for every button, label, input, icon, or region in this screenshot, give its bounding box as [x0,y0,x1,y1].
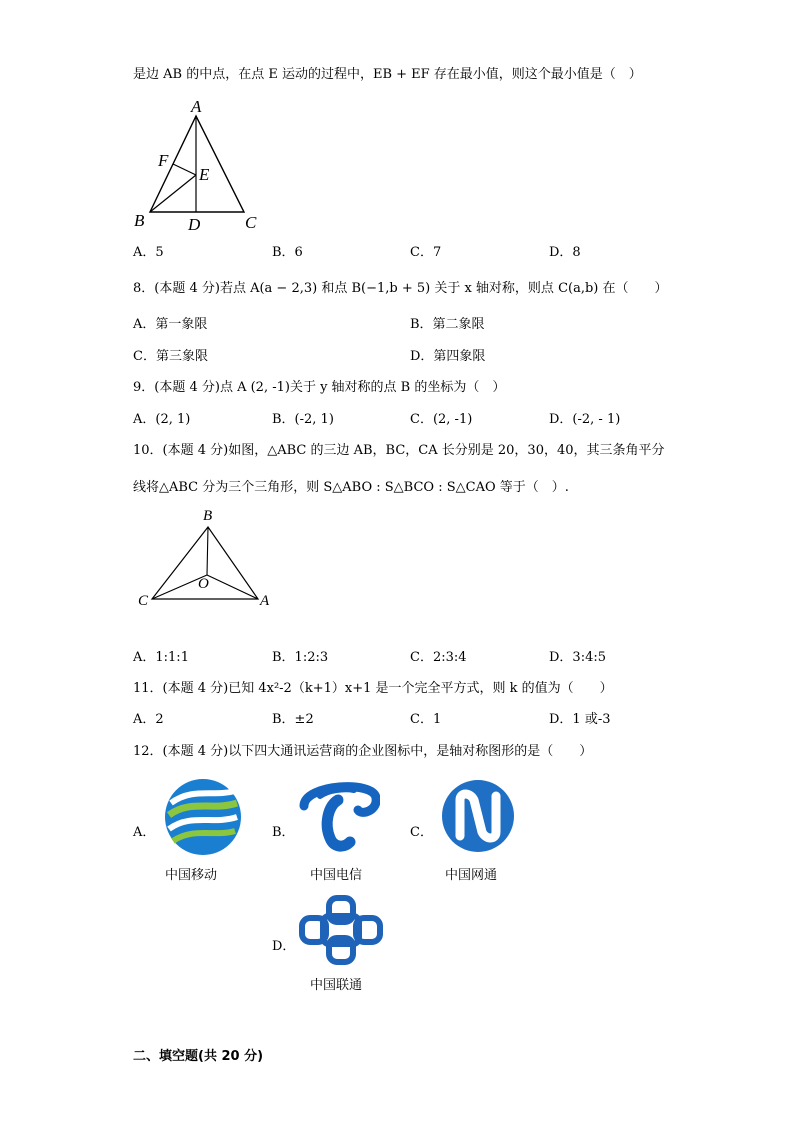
q12-option-c-letter[interactable]: C． [410,825,433,840]
q10-option-b[interactable]: B．1:2:3 [272,650,329,665]
q12-stem: 12．(本题 4 分)以下四大通讯运营商的企业图标中，是轴对称图形的是（ ） [133,744,593,759]
q12-caption-c: 中国网通 [445,868,498,883]
q9-option-b[interactable]: B．(-2, 1) [272,412,334,427]
q10-stem-line1: 10．(本题 4 分)如图，△ABC 的三边 AB，BC，CA 长分别是 20，30，40，其三条角平分 [133,443,665,458]
q8-stem: 8．(本题 4 分)若点 A(a − 2,3) 和点 B(−1,b + 5) 关于 x 轴对称，则点 C(a,b) 在（ ） [133,281,668,296]
q9-option-d[interactable]: D．(-2, - 1) [549,412,621,427]
q12-option-d-letter[interactable]: D． [272,939,296,954]
china-mobile-logo-icon [163,777,243,857]
china-unicom-logo-icon [296,894,386,966]
q8-option-b[interactable]: B．第二象限 [410,317,485,332]
q12-caption-a: 中国移动 [165,868,218,883]
q11-stem: 11．(本题 4 分)已知 4x²-2（k+1）x+1 是一个完全平方式，则 k 的值为（ ） [133,681,613,696]
q9-option-c[interactable]: C．(2, -1) [410,412,473,427]
q12-caption-b: 中国电信 [310,868,363,883]
china-netcom-logo-icon [440,778,516,854]
q7-option-c[interactable]: C．7 [410,245,442,260]
label-C: C [138,593,149,609]
q10-option-d[interactable]: D．3:4:5 [549,650,606,665]
q8-option-c[interactable]: C．第三象限 [133,349,208,364]
label-F: F [158,151,169,170]
q7-option-d[interactable]: D．8 [549,245,581,260]
label-E: E [199,165,210,184]
section-title: 二、填空题(共 20 分) [133,1049,264,1064]
q12-caption-d: 中国联通 [310,978,363,993]
q11-option-b[interactable]: B．±2 [272,712,314,727]
q11-option-c[interactable]: C．1 [410,712,442,727]
china-telecom-logo-icon [298,776,380,856]
label-D: D [188,215,201,234]
q11-option-a[interactable]: A．2 [133,712,164,727]
q9-option-a[interactable]: A．(2, 1) [133,412,191,427]
q7-option-a[interactable]: A．5 [133,245,164,260]
q11-option-d[interactable]: D．1 或-3 [549,712,611,727]
label-O: O [198,576,209,592]
q9-stem: 9．(本题 4 分)点 A (2, -1)关于 y 轴对称的点 B 的坐标为（ ） [133,380,506,395]
label-A: A [260,593,270,609]
q10-option-c[interactable]: C．2:3:4 [410,650,467,665]
label-B: B [203,508,213,524]
q12-option-b-letter[interactable]: B． [272,825,295,840]
q10-stem-line2: 线将△ABC 分为三个三角形，则 S△ABO : S△BCO : S△CAO 等于（ ）. [133,480,569,495]
q7-stem: 是边 AB 的中点，在点 E 运动的过程中，EB + EF 存在最小值，则这个最小值是（ ） [133,67,642,82]
label-B: B [134,211,145,230]
q7-option-b[interactable]: B．6 [272,245,303,260]
q7-figure [130,96,270,236]
q12-option-a-letter[interactable]: A． [133,825,156,840]
q8-option-d[interactable]: D．第四象限 [410,349,486,364]
q8-option-a[interactable]: A．第一象限 [133,317,208,332]
q10-figure [130,505,280,615]
label-C: C [245,213,257,232]
label-A: A [191,97,202,116]
q10-option-a[interactable]: A．1:1:1 [133,650,189,665]
